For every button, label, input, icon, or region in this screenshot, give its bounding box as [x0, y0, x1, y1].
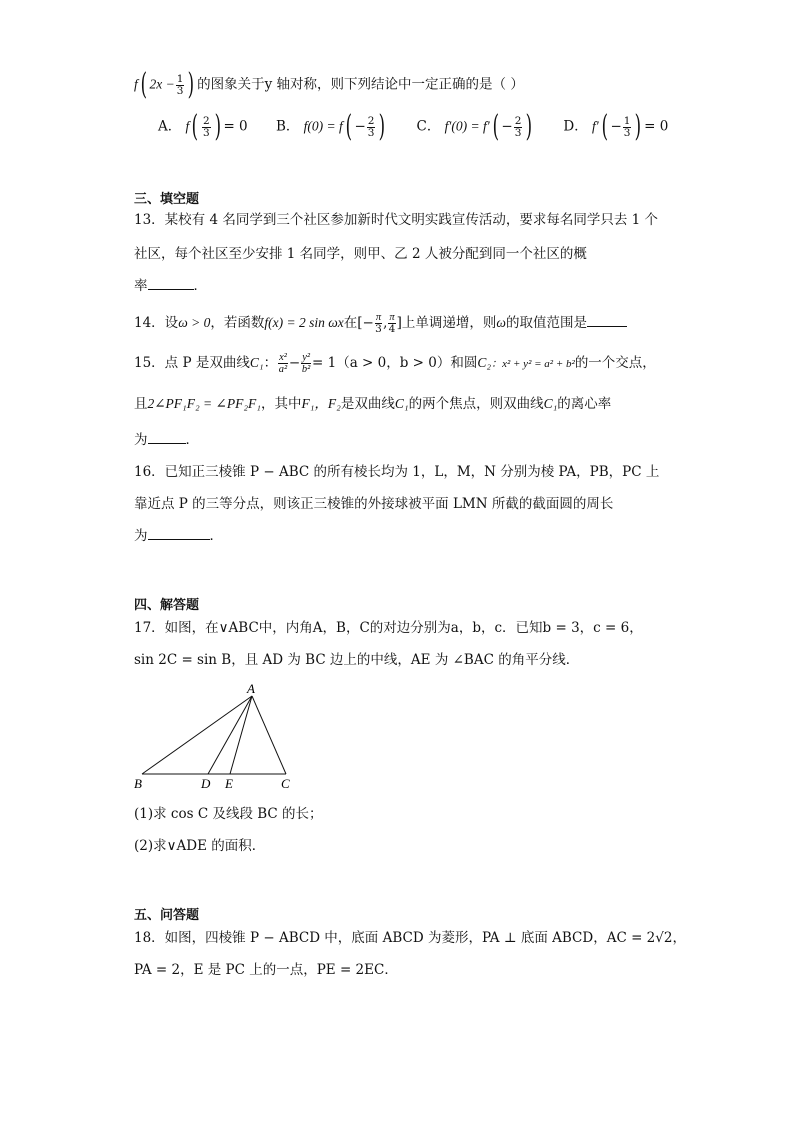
q18-line2: PA = 2，E 是 PC 上的一点，PE = 2EC． [134, 962, 398, 978]
vertex-label-c: C [281, 776, 290, 791]
section-solve-heading: 四、解答题 [134, 598, 200, 613]
q17-part1: (1)求 cos C 及线段 BC 的长； [134, 806, 323, 822]
answer-blank [148, 277, 194, 290]
q17-line2: sin 2C = sin B，且 AD 为 BC 边上的中线，AE 为 ∠BAC 的角平分线． [134, 652, 580, 668]
answer-blank [148, 527, 210, 540]
q12-option-c: C． f′(0) = f′( − $\frac{2}{3}$ ) [416, 109, 533, 144]
q13-line1: 13．某校有 4 名同学到三个社区参加新时代文明实践宣传活动，要求每名同学只去 1 个 [134, 212, 659, 228]
vertex-label-a: A [247, 682, 255, 696]
q18-line1: 18．如图，四棱锥 P − ABCD 中，底面 ABCD 为菱形，PA ⊥ 底面 ABCD，AC = 2√2， [134, 930, 686, 946]
point-label-d: D [201, 776, 211, 791]
q15-line2: 且2∠PF₁F₂ = ∠PF₂F₁，其中F₁，F₂是双曲线C₁的两个焦点，则双曲线C₁的离心率 [134, 396, 612, 412]
q16-line1: 16．已知正三棱锥 P − ABC 的所有棱长均为 1，L，M，N 分别为棱 PA，PB，PC 上 [134, 464, 660, 480]
point-label-e: E [225, 776, 233, 791]
q12-option-b: B． f(0) = f( − $\frac{2}{3}$ ) [275, 109, 386, 144]
q12-options [158, 109, 692, 144]
section-fill-heading: 三、填空题 [134, 192, 200, 207]
triangle-figure [128, 682, 298, 792]
q17-part2: (2)求∨ADE 的面积． [134, 838, 266, 854]
answer-blank [148, 431, 186, 444]
q12-option-a: A． f( $\frac{2}{3}$ ) = 0 [158, 109, 248, 144]
q12-option-d: D． f′( − $\frac{1}{3}$ ) = 0 [563, 109, 669, 144]
section-ask-heading: 五、问答题 [134, 908, 200, 923]
answer-blank [587, 314, 627, 327]
q17-line1: 17．如图，在∨ABC中，内角A，B，C的对边分别为a，b，c．已知b = 3，c = 6， [134, 620, 643, 636]
q15-line1: 15．点 P 是双曲线C₁： $\frac{\text{x²}}{\text{a²}}$ − $\frac{\text{y²}}{\text{b²}}$ = 1（a > 0，b > 0）和圆C₂：x² + y² = a² + b²的一个交点， [134, 352, 656, 375]
vertex-label-b: B [134, 776, 142, 791]
q12-stem-text: 的图象关于y 轴对称，则下列结论中一定正确的是（ ） [197, 76, 524, 93]
q13-line2: 社区，每个社区至少安排 1 名同学，则甲、乙 2 人被分配到同一个社区的概 [134, 246, 587, 262]
q15-line3: 为 ． [134, 432, 199, 448]
f-symbol: f [134, 76, 138, 92]
q12-stem: f( 2x − $\frac{1}{3}$ ) 的图象关于y 轴对称，则下列结论中一定正确的是（ ） [134, 67, 524, 102]
q16-line2: 靠近点 P 的三等分点，则该正三棱锥的外接球被平面 LMN 所截的截面圆的周长 [134, 496, 614, 512]
q14-line: 14．设ω > 0，若函数f(x) = 2 sin ωx在[− $\frac{\pi}{3}$ , $\frac{\pi}{4}$ ]上单调递增，则ω的取值范围是 [134, 312, 627, 335]
q16-line3: 为 ． [134, 528, 223, 544]
triangle-lines [142, 696, 286, 774]
q13-line3: 率 ． [134, 278, 207, 294]
